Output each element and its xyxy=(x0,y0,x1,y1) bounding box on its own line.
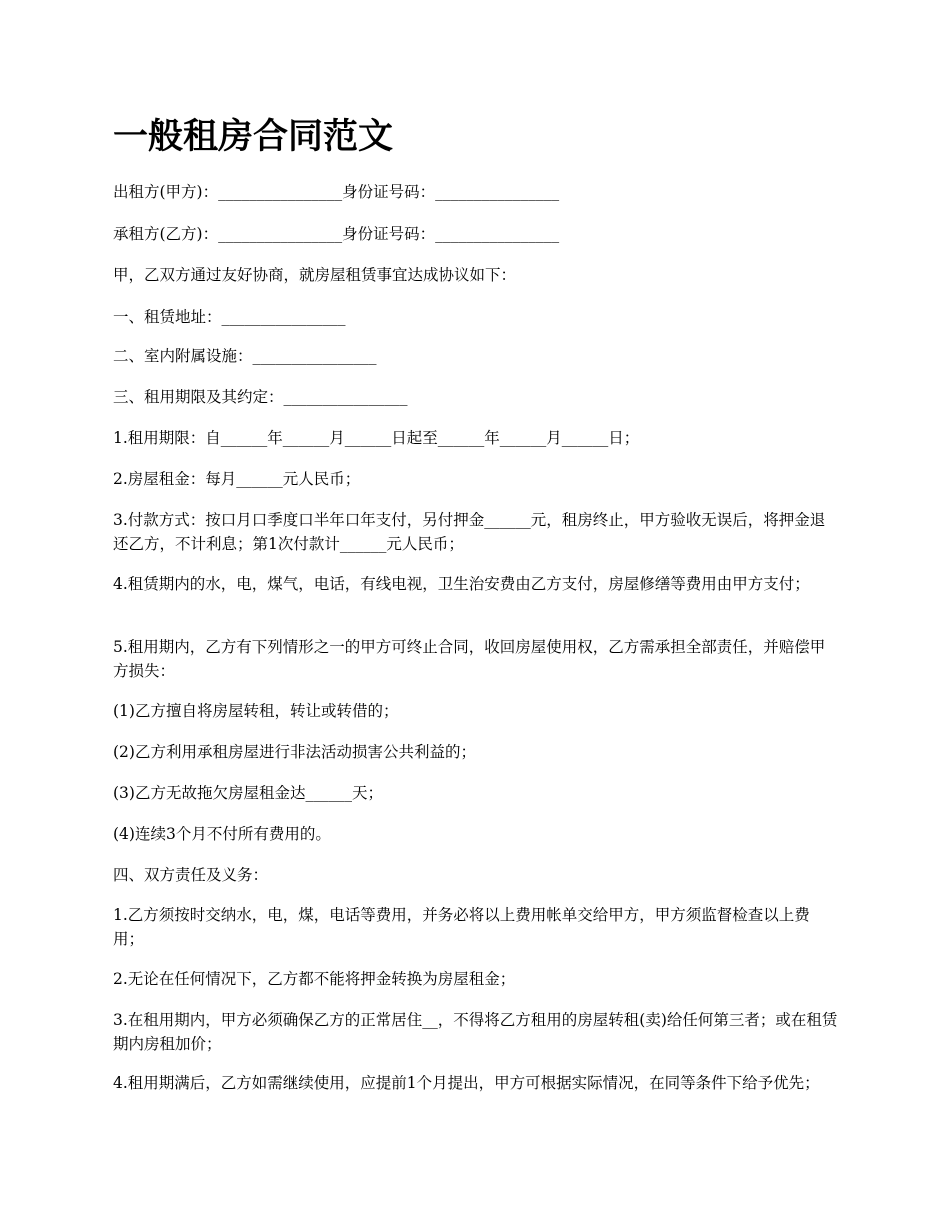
termination-item-4: (4)连续3个月不付所有费用的。 xyxy=(113,825,331,843)
termination-item-2: (2)乙方利用承租房屋进行非法活动损害公共利益的； xyxy=(113,743,476,761)
section-three-term: 三、租用期限及其约定：________________ xyxy=(113,388,408,406)
section-one-address: 一、租赁地址：________________ xyxy=(113,308,346,326)
duty-item-2: 2.无论在任何情况下，乙方都不能将押金转换为房屋租金； xyxy=(113,970,516,988)
termination-item-3: (3)乙方无故拖欠房屋租金达______天； xyxy=(113,784,383,802)
clause-term-dates: 1.租用期限：自______年______月______日起至______年______月______日； xyxy=(113,429,640,447)
duty-item-1: 1.乙方须按时交纳水，电，煤，电话等费用，并务必将以上费用帐单交给甲方，甲方须监督检查以上费用； xyxy=(113,906,810,948)
agreement-intro: 甲，乙双方通过友好协商，就房屋租赁事宜达成协议如下： xyxy=(113,266,517,284)
duty-item-3: 3.在租用期内，甲方必须确保乙方的正常居住__，不得将乙方租用的房屋转租(卖)给任何第三者；或在租赁期内房租加价； xyxy=(113,1011,838,1053)
party-a-line: 出租方(甲方)：________________身份证号码：________________ xyxy=(113,183,560,201)
termination-item-1: (1)乙方擅自将房屋转租，转让或转借的； xyxy=(113,702,399,720)
duty-item-4: 4.租用期满后，乙方如需继续使用，应提前1个月提出，甲方可根据实际情况，在同等条件下给予优先； xyxy=(113,1074,820,1092)
document-title: 一般租房合同范文 xyxy=(113,117,394,157)
clause-payment: 3.付款方式：按口月口季度口半年口年支付，另付押金______元，租房终止，甲方验收无误后，将押金退还乙方，不计利息；第1次付款计______元人民币； xyxy=(113,511,826,553)
clause-utilities: 4.租赁期内的水，电，煤气，电话，有线电视，卫生治安费由乙方支付，房屋修缮等费用由甲方支付； xyxy=(113,575,810,593)
clause-rent: 2.房屋租金：每月______元人民币； xyxy=(113,470,361,488)
party-b-line: 承租方(乙方)：________________身份证号码：________________ xyxy=(113,225,560,243)
section-four-heading: 四、双方责任及义务： xyxy=(113,866,269,884)
section-two-facilities: 二、室内附属设施：________________ xyxy=(113,347,377,365)
clause-termination: 5.租用期内，乙方有下列情形之一的甲方可终止合同，收回房屋使用权，乙方需承担全部责任，并赔偿甲方损失： xyxy=(113,638,826,680)
